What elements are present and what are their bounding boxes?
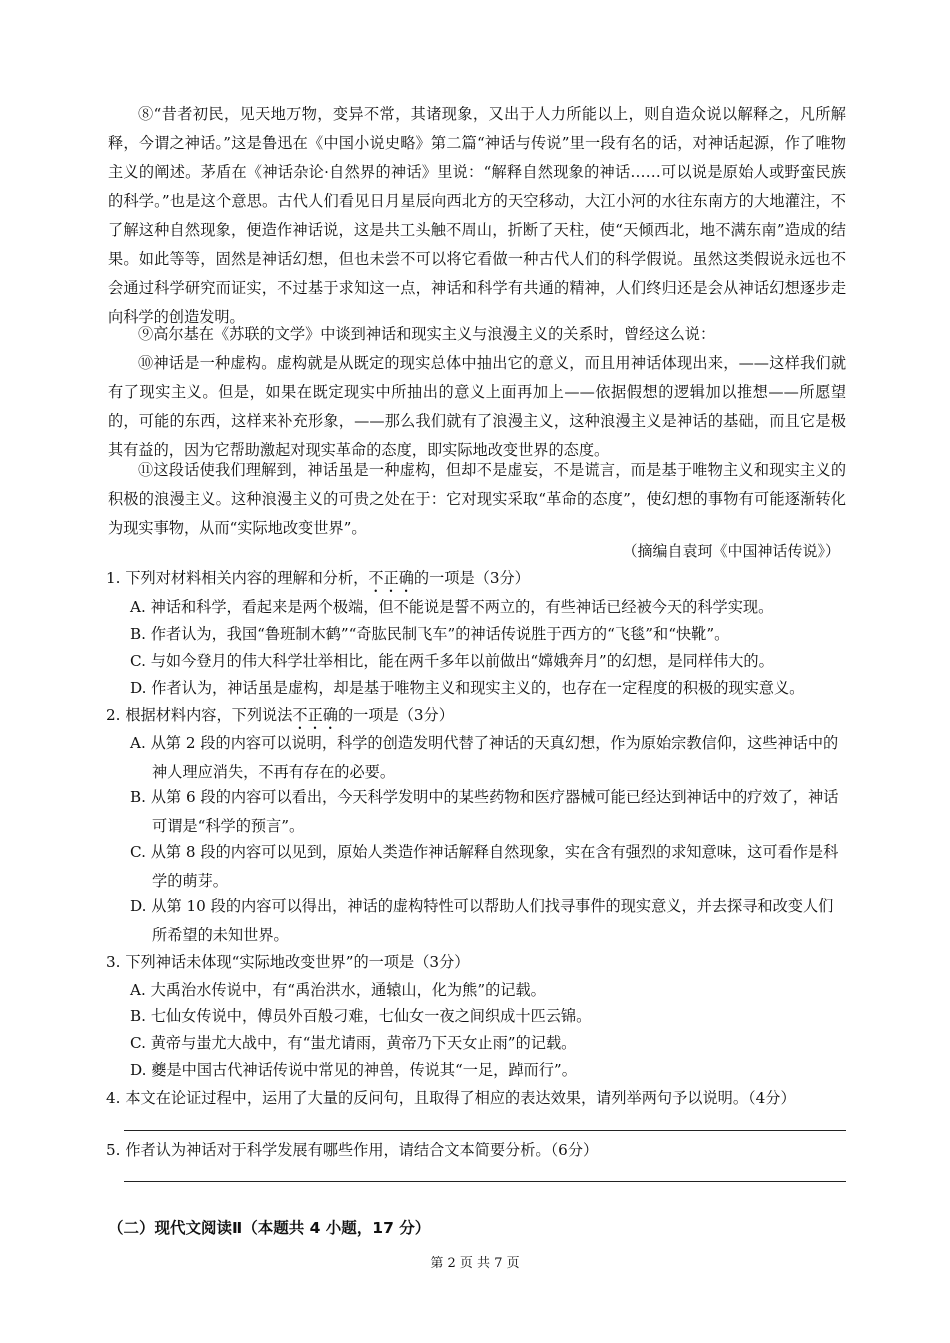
question-1-stem	[106, 564, 848, 596]
question-1-emphasis: 不正确	[368, 569, 414, 587]
question-3-option-b: B. 七仙女传说中，傅员外百般刁难，七仙女一夜之间织成十匹云锦。	[130, 1007, 592, 1025]
question-2-stem-post: 的一项是（3分）	[337, 706, 454, 724]
paragraph-9: ⑨高尔基在《苏联的文学》中谈到神话和现实主义与浪漫主义的关系时，曾经这么说：	[138, 325, 716, 343]
question-1-stem-post: 的一项是（3分）	[413, 569, 530, 587]
question-1-option-d: D. 作者认为，神话虽是虚构，却是基于唯物主义和现实主义的，也存在一定程度的积极的现实意义。	[130, 679, 805, 697]
question-3-stem: 3. 下列神话未体现“实际地改变世界”的一项是（3分）	[106, 953, 470, 971]
question-2-stem-pre: 2. 根据材料内容，下列说法	[106, 706, 293, 724]
question-2-emphasis: 不正确	[292, 706, 338, 724]
section-title: （二）现代文阅读Ⅱ（本题共 4 小题，17 分）	[108, 1219, 431, 1237]
question-2-option-c: C. 从第 8 段的内容可以见到，原始人类造作神话解释自然现象，实在含有强烈的求知意味，这可看作是科学的萌芽。	[130, 843, 839, 890]
paragraph-11: ⑪这段话使我们理解到，神话虽是一种虚构，但却不是虚妄，不是谎言，而是基于唯物主义和现实主义的积极的浪漫主义。这种浪漫主义的可贵之处在于：它对现实采取“革命的态度”，使幻想的事物有可能逐渐转化为现实事物，从而“实际地改变世界”。	[108, 461, 846, 537]
page-footer: 第 2 页 共 7 页	[430, 1256, 520, 1271]
question-1-stem-pre: 1. 下列对材料相关内容的理解和分析，	[106, 569, 369, 587]
source-citation: （摘编自袁珂《中国神话传说》）	[622, 542, 840, 560]
question-3-option-c: C. 黄帝与蚩尤大战中，有“蚩尤请雨，黄帝乃下天女止雨”的记载。	[130, 1034, 577, 1052]
question-4-stem: 4. 本文在论证过程中，运用了大量的反问句，且取得了相应的表达效果，请列举两句予以说明。（4分）	[106, 1089, 796, 1107]
question-3-option-a: A. 大禹治水传说中，有“禹治洪水，通辕山，化为熊”的记载。	[130, 981, 546, 999]
question-2-option-d: D. 从第 10 段的内容可以得出，神话的虚构特性可以帮助人们找寻事件的现实意义，并去探寻和改变人们所希望的未知世界。	[130, 897, 834, 944]
question-2-option-a: A. 从第 2 段的内容可以说明，科学的创造发明代替了神话的天真幻想，作为原始宗教信仰，这些神话中的神人理应消失，不再有存在的必要。	[130, 734, 839, 781]
question-5-stem: 5. 作者认为神话对于科学发展有哪些作用，请结合文本简要分析。（6分）	[106, 1141, 599, 1159]
answer-line-5[interactable]	[124, 1181, 846, 1182]
question-1-option-a: A. 神话和科学，看起来是两个极端，但不能说是誓不两立的，有些神话已经被今天的科学实现。	[130, 598, 774, 616]
question-2-option-b: B. 从第 6 段的内容可以看出，今天科学发明中的某些药物和医疗器械可能已经达到神话中的疗效了，神话可谓是“科学的预言”。	[130, 788, 839, 835]
question-1-option-b: B. 作者认为，我国“鲁班制木鹤”“奇肱民制飞车”的神话传说胜于西方的“飞毯”和“快靴”。	[130, 625, 730, 643]
question-3-option-d: D. 夔是中国古代神话传说中常见的神兽，传说其“一足，踔而行”。	[130, 1061, 577, 1079]
paragraph-8: ⑧“昔者初民，见天地万物，变异不常，其诸现象，又出于人力所能以上，则自造众说以解释之，凡所解释，今谓之神话。”这是鲁迅在《中国小说史略》第二篇“神话与传说”里一段有名的话，对神话起源，作了唯物主义的阐述。茅盾在《神话杂论·自然界的神话》里说：“解释自然现象的神话……可以说是原始人或野蛮民族的科学。”也是这个意思。古代人们看见日月星辰向西北方的天空移动，大江小河的水往东南方的大地灌注，不了解这种自然现象，便造作神话说，这是共工头触不周山，折断了天柱，使“天倾西北，地不满东南”造成的结果。如此等等，固然是神话幻想，但也未尝不可以将它看做一种古代人们的科学假说。虽然这类假说永远也不会通过科学研究而证实，不过基于求知这一点，神话和科学有共通的精神，人们终归还是会从神话幻想逐步走向科学的创造发明。	[108, 105, 846, 326]
paragraph-10: ⑩神话是一种虚构。虚构就是从既定的现实总体中抽出它的意义，而且用神话体现出来，——这样我们就有了现实主义。但是，如果在既定现实中所抽出的意义上面再加上——依据假想的逻辑加以推想——所愿望的，可能的东西，这样来补充形象，——那么我们就有了浪漫主义，这种浪漫主义是神话的基础，而且它是极其有益的，因为它帮助激起对现实革命的态度，即实际地改变世界的态度。	[108, 354, 846, 459]
question-1-option-c: C. 与如今登月的伟大科学壮举相比，能在两千多年以前做出“嫦娥奔月”的幻想，是同样伟大的。	[130, 652, 774, 670]
answer-line-4[interactable]	[124, 1130, 846, 1131]
